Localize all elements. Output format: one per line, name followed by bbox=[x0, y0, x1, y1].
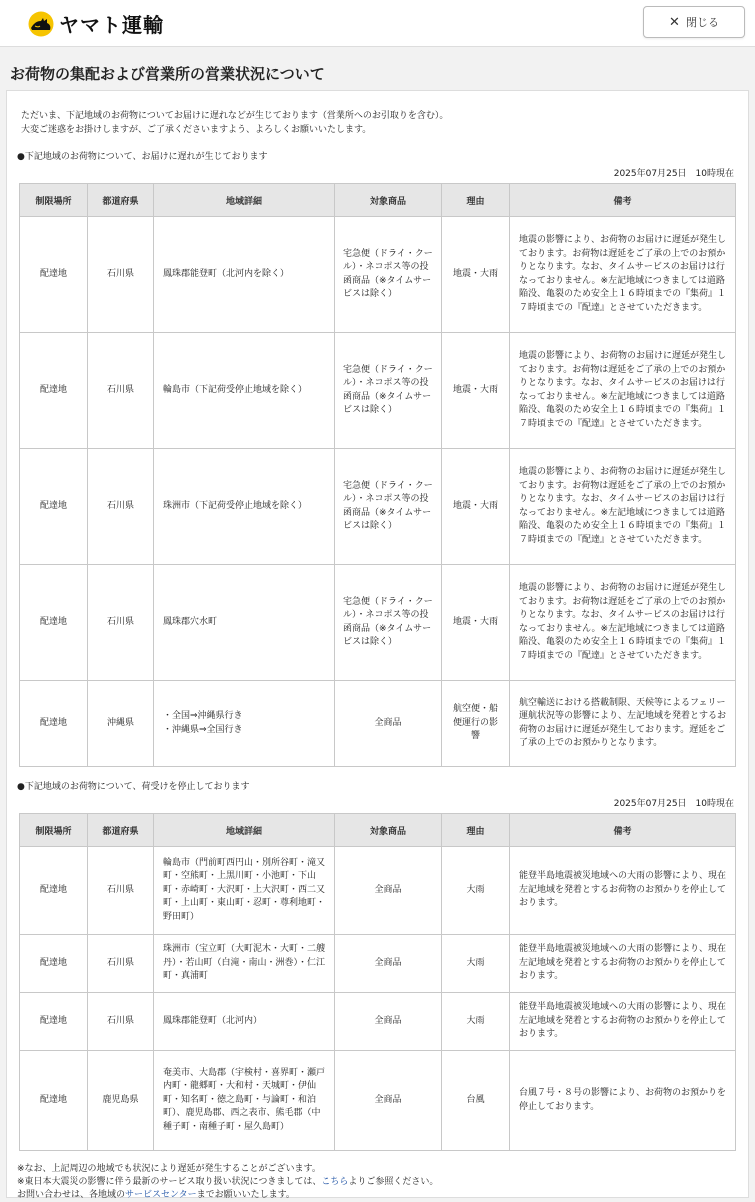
target-product-cell: 宅急便（ドライ・クール）・ネコポス等の投函商品（※タイムサービスは除く） bbox=[335, 333, 442, 449]
restriction-place-cell: 配達地 bbox=[20, 1051, 88, 1151]
column-header: 備考 bbox=[510, 184, 736, 217]
note-3-tail: までお願いいたします。 bbox=[196, 1190, 295, 1200]
as-of-timestamp: 2025年07月25日 10時現在 bbox=[613, 799, 734, 809]
earthquake-info-link[interactable]: こちら bbox=[321, 1177, 349, 1187]
note-2-tail: よりご参照ください。 bbox=[348, 1177, 439, 1187]
restriction-place-cell: 配達地 bbox=[20, 681, 88, 767]
remarks-cell: 地震の影響により、お荷物のお届けに遅延が発生しております。お荷物は遅延をご了承の上でのお預かりとなります。なお、タイムサービスのお届けは行なっておりません。※左記地域につきましては道路陥没、亀裂のため安全上１６時頃までの『集荷』１７時頃までの『配達』とさせていただきます。 bbox=[510, 333, 736, 449]
top-bar bbox=[0, 0, 755, 47]
prefecture-cell: 石川県 bbox=[88, 565, 154, 681]
remarks-cell: 能登半島地震被災地域への大雨の影響により、現在左記地域を発着とするお荷物のお預かりを停止しております。 bbox=[510, 847, 736, 935]
prefecture-cell: 石川県 bbox=[88, 449, 154, 565]
table-row bbox=[20, 993, 736, 1051]
section-heading: ●下記地域のお荷物について、荷受けを停止しております bbox=[17, 782, 250, 792]
reason-cell: 地震・大雨 bbox=[442, 565, 510, 681]
table-header-row bbox=[20, 814, 736, 847]
remarks-cell: 地震の影響により、お荷物のお届けに遅延が発生しております。お荷物は遅延をご了承の上でのお預かりとなります。なお、タイムサービスのお届けは行なっておりません。※左記地域につきましては道路陥没、亀裂のため安全上１６時頃までの『集荷』１７時頃までの『配達』とさせていただきます。 bbox=[510, 217, 736, 333]
yamato-logo[interactable] bbox=[26, 9, 164, 38]
remarks-cell: 航空輸送における搭載制限、天候等によるフェリー運航状況等の影響により、左記地域を発着とするお荷物のお届けに遅延が発生しております。遅延をご了承の上でのお預かりとなります。 bbox=[510, 681, 736, 767]
restriction-place-cell: 配達地 bbox=[20, 333, 88, 449]
area-detail-cell: 輪島市（門前町西円山・別所谷町・滝又町・空熊町・上黒川町・小池町・下山町・赤崎町・大沢町・上大沢町・西二又町・上山町・東山町・忍町・尊利地町・野田町） bbox=[154, 847, 335, 935]
column-header: 備考 bbox=[510, 814, 736, 847]
black-cat-logo-icon bbox=[26, 11, 56, 37]
remarks-cell: 能登半島地震被災地域への大雨の影響により、現在左記地域を発着とするお荷物のお預かりを停止しております。 bbox=[510, 993, 736, 1051]
close-label: 閉じる bbox=[685, 16, 719, 29]
table-row bbox=[20, 565, 736, 681]
reason-cell: 大雨 bbox=[442, 847, 510, 935]
table-header-row bbox=[20, 184, 736, 217]
area-detail-cell: 奄美市、大島郡（宇検村・喜界町・瀬戸内町・龍郷町・大和村・天城町・伊仙町・知名町・徳之島町・与論町・和泊町）、鹿児島郡、西之表市、熊毛郡（中種子町・南種子町・屋久島町） bbox=[154, 1051, 335, 1151]
intro-text bbox=[21, 109, 736, 137]
prefecture-cell: 石川県 bbox=[88, 217, 154, 333]
reason-cell: 大雨 bbox=[442, 935, 510, 993]
column-header: 地域詳細 bbox=[154, 184, 335, 217]
target-product-cell: 宅急便（ドライ・クール）・ネコポス等の投函商品（※タイムサービスは除く） bbox=[335, 217, 442, 333]
table-row bbox=[20, 681, 736, 767]
table-row bbox=[20, 449, 736, 565]
restriction-place-cell: 配達地 bbox=[20, 449, 88, 565]
prefecture-cell: 沖縄県 bbox=[88, 681, 154, 767]
area-detail-cell: 輪島市（下記荷受停止地域を除く） bbox=[154, 333, 335, 449]
restriction-place-cell: 配達地 bbox=[20, 217, 88, 333]
as-of-timestamp: 2025年07月25日 10時現在 bbox=[613, 169, 734, 179]
column-header: 都道府県 bbox=[88, 814, 154, 847]
suspension-table bbox=[19, 813, 736, 1151]
reason-cell: 地震・大雨 bbox=[442, 217, 510, 333]
area-detail-cell: 珠洲市（宝立町（大町泥木・大町・二艘丹）・若山町（白滝・南山・洲巻）・仁江町・真浦町 bbox=[154, 935, 335, 993]
restriction-place-cell: 配達地 bbox=[20, 565, 88, 681]
area-detail-cell: 鳳珠郡能登町（北河内を除く） bbox=[154, 217, 335, 333]
target-product-cell: 宅急便（ドライ・クール）・ネコポス等の投函商品（※タイムサービスは除く） bbox=[335, 565, 442, 681]
reason-cell: 航空便・船便運行の影響 bbox=[442, 681, 510, 767]
note-2 bbox=[17, 1176, 736, 1189]
remarks-cell: 能登半島地震被災地域への大雨の影響により、現在左記地域を発着とするお荷物のお預かりを停止しております。 bbox=[510, 935, 736, 993]
column-header: 制限場所 bbox=[20, 184, 88, 217]
table-row bbox=[20, 333, 736, 449]
target-product-cell: 全商品 bbox=[335, 847, 442, 935]
area-detail-cell: 珠洲市（下記荷受停止地域を除く） bbox=[154, 449, 335, 565]
target-product-cell: 全商品 bbox=[335, 681, 442, 767]
prefecture-cell: 石川県 bbox=[88, 935, 154, 993]
reason-cell: 地震・大雨 bbox=[442, 449, 510, 565]
prefecture-cell: 石川県 bbox=[88, 333, 154, 449]
remarks-cell: 台風７号・８号の影響により、お荷物のお預かりを停止しております。 bbox=[510, 1051, 736, 1151]
remarks-cell: 地震の影響により、お荷物のお届けに遅延が発生しております。お荷物は遅延をご了承の上でのお預かりとなります。なお、タイムサービスのお届けは行なっておりません。※左記地域につきましては道路陥没、亀裂のため安全上１６時頃までの『集荷』１７時頃までの『配達』とさせていただきます。 bbox=[510, 565, 736, 681]
footer-notes bbox=[17, 1163, 736, 1202]
note-1: ※なお、上記周辺の地域でも状況により遅延が発生することがございます。 bbox=[17, 1164, 321, 1174]
reason-cell: 地震・大雨 bbox=[442, 333, 510, 449]
area-detail-cell: 鳳珠郡穴水町 bbox=[154, 565, 335, 681]
restriction-place-cell: 配達地 bbox=[20, 847, 88, 935]
area-detail-cell: ・全国⇒沖縄県行き ・沖縄県⇒全国行き bbox=[154, 681, 335, 767]
table-row bbox=[20, 847, 736, 935]
section-heading: ●下記地域のお荷物について、お届けに遅れが生じております bbox=[17, 152, 268, 162]
restriction-place-cell: 配達地 bbox=[20, 935, 88, 993]
delay-table bbox=[19, 183, 736, 767]
reason-cell: 台風 bbox=[442, 1051, 510, 1151]
table-row bbox=[20, 217, 736, 333]
target-product-cell: 全商品 bbox=[335, 1051, 442, 1151]
page-title: お荷物の集配および営業所の営業状況について bbox=[10, 65, 325, 83]
prefecture-cell: 鹿児島県 bbox=[88, 1051, 154, 1151]
prefecture-cell: 石川県 bbox=[88, 993, 154, 1051]
close-icon: ✕ bbox=[669, 14, 680, 30]
note-2-text: ※東日本大震災の影響に伴う最新のサービス取り扱い状況につきましては、 bbox=[17, 1177, 322, 1187]
prefecture-cell: 石川県 bbox=[88, 847, 154, 935]
logo-text: ヤマト運輸 bbox=[59, 13, 164, 37]
column-header: 理由 bbox=[442, 184, 510, 217]
column-header: 対象商品 bbox=[335, 184, 442, 217]
restriction-place-cell: 配達地 bbox=[20, 993, 88, 1051]
column-header: 制限場所 bbox=[20, 814, 88, 847]
close-button[interactable] bbox=[643, 6, 745, 38]
area-detail-cell: 鳳珠郡能登町（北河内） bbox=[154, 993, 335, 1051]
column-header: 対象商品 bbox=[335, 814, 442, 847]
column-header: 理由 bbox=[442, 814, 510, 847]
table-row bbox=[20, 935, 736, 993]
note-3 bbox=[17, 1189, 736, 1202]
status-panel bbox=[6, 90, 749, 1198]
service-center-link[interactable]: サービスセンター bbox=[125, 1190, 197, 1200]
target-product-cell: 宅急便（ドライ・クール）・ネコポス等の投函商品（※タイムサービスは除く） bbox=[335, 449, 442, 565]
table-row bbox=[20, 1051, 736, 1151]
column-header: 地域詳細 bbox=[154, 814, 335, 847]
column-header: 都道府県 bbox=[88, 184, 154, 217]
intro-line-1: ただいま、下記地域のお荷物についてお届けに遅れなどが生じております（営業所へのお引取りを含む）。 bbox=[21, 111, 449, 121]
target-product-cell: 全商品 bbox=[335, 993, 442, 1051]
remarks-cell: 地震の影響により、お荷物のお届けに遅延が発生しております。お荷物は遅延をご了承の上でのお預かりとなります。なお、タイムサービスのお届けは行なっておりません。※左記地域につきましては道路陥没、亀裂のため安全上１６時頃までの『集荷』１７時頃までの『配達』とさせていただきます。 bbox=[510, 449, 736, 565]
note-3-text: お問い合わせは、各地域の bbox=[17, 1190, 126, 1200]
reason-cell: 大雨 bbox=[442, 993, 510, 1051]
intro-line-2: 大変ご迷惑をお掛けしますが、ご了承くださいますよう、よろしくお願いいたします。 bbox=[21, 125, 372, 135]
target-product-cell: 全商品 bbox=[335, 935, 442, 993]
